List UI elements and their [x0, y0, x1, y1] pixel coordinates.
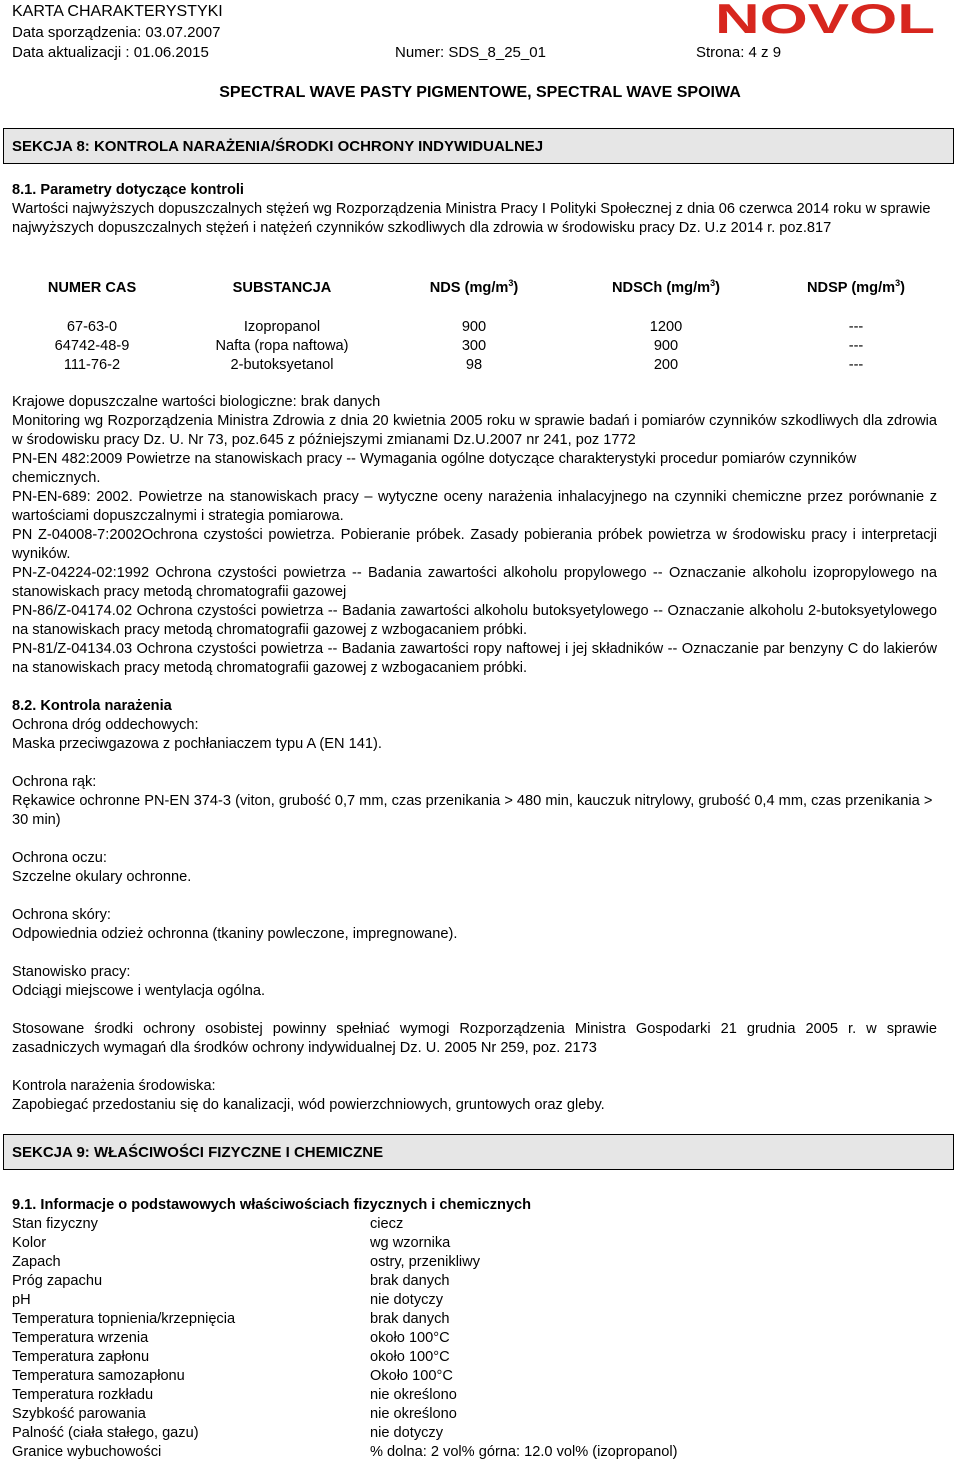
property-label: Temperatura zapłonu [12, 1349, 150, 1365]
respiratory-value: Maska przeciwgazowa z pochłaniaczem typu A (EN 141). [12, 736, 382, 752]
workplace-label: Stanowisko pracy: [12, 964, 131, 980]
monitoring-text: Monitoring wg Rozporządzenia Ministra Zdrowia z dnia 20 kwietnia 2005 roku w sprawie badań i pomiarów czynników szkodliwych dla zdrowia w środowisku pracy Dz. U. Nr 73, poz.645 z późniejszymi zmianami Dz.U.2007 nr 241, poz 1772 [12, 413, 937, 448]
novol-logo [714, 0, 936, 38]
page-indicator: Strona: 4 z 9 [696, 44, 782, 61]
skin-value: Odpowiednia odzież ochronna (tkaniny powleczone, impregnowane). [12, 926, 458, 942]
date-updated: Data aktualizacji : 01.06.2015 [12, 44, 209, 61]
eyes-value: Szczelne okulary ochronne. [12, 869, 192, 885]
col-header-substance: SUBSTANCJA [232, 280, 332, 296]
property-label: Szybkość parowania [12, 1406, 146, 1422]
cell-nds: 98 [465, 357, 483, 373]
cell-substance: Nafta (ropa naftowa) [215, 338, 349, 354]
property-value: nie dotyczy [370, 1425, 444, 1441]
skin-label: Ochrona skóry: [12, 907, 111, 923]
ppe-requirements-text: Stosowane środki ochrony osobistej powinny spełniać wymogi Rozporządzenia Ministra Gospodarki 21 grudnia 2005 r. w sprawie zasadniczych wymagań dla środków ochrony indywidualnej Dz. U. 2005 Nr 259, poz. 2173 [12, 1021, 937, 1056]
section-8-title: SEKCJA 8: KONTROLA NARAŻENIA/ŚRODKI OCHRONY INDYWIDUALNEJ [12, 138, 544, 155]
section-9-title: SEKCJA 9: WŁAŚCIWOŚCI FIZYCZNE I CHEMICZNE [12, 1144, 384, 1161]
cell-ndsch: 200 [653, 357, 679, 373]
property-label: Zapach [12, 1254, 61, 1270]
cell-cas: 67-63-0 [66, 319, 118, 335]
subsection-9-1-title: 9.1. Informacje o podstawowych właściwościach fizycznych i chemicznych [12, 1197, 532, 1213]
cell-ndsch: 900 [653, 338, 679, 354]
standard-item: PN-Z-04224-02:1992 Ochrona czystości powietrza -- Badania zawartości alkoholu propylowego -- Oznaczanie alkoholu izopropylowego na stanowiskach pracy metodą chromatografii gazowej [12, 565, 937, 600]
property-label: Próg zapachu [12, 1273, 103, 1289]
standard-item: PN Z-04008-7:2002Ochrona czystości powietrza. Pobieranie próbek. Zasady pobierania próbek powietrza w środowisku pracy i interpretacji wyników. [12, 527, 937, 562]
property-label: Kolor [12, 1235, 47, 1251]
eyes-label: Ochrona oczu: [12, 850, 107, 866]
property-value: brak danych [370, 1273, 450, 1289]
col-header-ndsp: NDSP $(mg/m^3)$ [806, 278, 905, 296]
date-created: Data sporządzenia: 03.07.2007 [12, 24, 221, 41]
document-number: Numer: SDS_8_25_01 [395, 44, 546, 61]
property-label: pH [12, 1292, 31, 1308]
cell-nds: 300 [461, 338, 487, 354]
cell-substance: 2-butoksyetanol [230, 357, 334, 373]
cell-ndsch: 1200 [649, 319, 683, 335]
subsection-8-1-title: 8.1. Parametry dotyczące kontroli [12, 182, 244, 198]
property-label: Temperatura samozapłonu [12, 1368, 185, 1384]
product-name: SPECTRAL WAVE PASTY PIGMENTOWE, SPECTRAL WAVE SPOIWA [219, 84, 741, 101]
property-value: % dolna: 2 vol% górna: 12.0 vol% (izopropanol) [370, 1444, 678, 1460]
property-label: Temperatura wrzenia [12, 1330, 149, 1346]
property-value: nie określono [370, 1387, 457, 1403]
environment-label: Kontrola narażenia środowiska: [12, 1078, 216, 1094]
property-value: około 100°C [370, 1330, 450, 1346]
property-label: Palność (ciała stałego, gazu) [12, 1425, 199, 1441]
cell-ndsp: --- [848, 338, 864, 354]
property-value: wg wzornika [370, 1235, 451, 1251]
subsection-8-1-intro: Wartości najwyższych dopuszczalnych stężeń wg Rozporządzenia Ministra Pracy I Polityki Społecznej z dnia 06 czerwca 2014 roku w sprawie najwyższych dopuszczalnych stężeń i natężeń czynników szkodliwych dla zdrowia w środowisku pracy Dz. U.z 2014 r. poz.817 [12, 201, 931, 236]
property-value: ostry, przenikliwy [370, 1254, 481, 1270]
section-8-header [3, 128, 954, 164]
standard-item: PN-81/Z-04134.03 Ochrona czystości powietrza -- Badania zawartości ropy naftowej i jej składników -- Oznaczanie par benzyny C do lakierów na stanowiskach pracy metodą chromatografii gazowej z wzbogacaniem próbki. [12, 641, 937, 676]
hands-label: Ochrona rąk: [12, 774, 97, 790]
standard-item: PN-86/Z-04174.02 Ochrona czystości powietrza -- Badania zawartości alkoholu butoksyetylowego -- Oznaczanie alkoholu 2-butoksyetylowego na stanowiskach pracy metodą chromatografii gazowej z wzbogacaniem próbki. [12, 603, 937, 638]
bio-limits-text: Krajowe dopuszczalne wartości biologiczne: brak danych [12, 394, 381, 410]
property-value: Około 100°C [370, 1368, 453, 1384]
cell-ndsp: --- [848, 357, 864, 373]
standard-item: PN-EN 482:2009 Powietrze na stanowiskach pracy -- Wymagania ogólne dotyczące charakterystyki procedur pomiarów czynników chemicznych. [12, 451, 857, 486]
property-label: Stan fizyczny [12, 1216, 98, 1232]
property-value: ciecz [370, 1216, 404, 1232]
standard-item: PN-EN-689: 2002. Powietrze na stanowiskach pracy – wytyczne oceny narażenia inhalacyjnego na czynniki chemiczne przez porównanie z wartościami dopuszczalnymi i strategia pomiarowa. [12, 489, 937, 524]
subsection-8-2-title: 8.2. Kontrola narażenia [12, 698, 172, 714]
cell-ndsp: --- [848, 319, 864, 335]
property-value: około 100°C [370, 1349, 450, 1365]
logo-text: NOVOL [715, 0, 935, 38]
property-label: Temperatura rozkładu [12, 1387, 154, 1403]
col-header-ndsch: NDSCh $(mg/m^3)$ [612, 278, 720, 296]
cell-substance: Izopropanol [243, 319, 321, 335]
col-header-nds: NDS $(mg/m^3)$ [429, 278, 519, 296]
cell-cas: 111-76-2 [63, 357, 121, 373]
cell-nds: 900 [461, 319, 487, 335]
property-value: nie dotyczy [370, 1292, 444, 1308]
hands-value: Rękawice ochronne PN-EN 374-3 (viton, grubość 0,7 mm, czas przenikania > 480 min, kauczuk nitrylowy, grubość 0,4 mm, czas przenikania > 30 min) [12, 793, 933, 828]
document-type: KARTA CHARAKTERYSTYKI [12, 3, 223, 20]
environment-value: Zapobiegać przedostaniu się do kanalizacji, wód powierzchniowych, gruntowych oraz gleby. [12, 1097, 605, 1113]
property-value: brak danych [370, 1311, 450, 1327]
property-label: Granice wybuchowości [12, 1444, 162, 1460]
property-label: Temperatura topnienia/krzepnięcia [12, 1311, 236, 1327]
respiratory-label: Ochrona dróg oddechowych: [12, 717, 199, 733]
cell-cas: 64742-48-9 [54, 338, 130, 354]
workplace-value: Odciągi miejscowe i wentylacja ogólna. [12, 983, 266, 999]
section-9-header [3, 1134, 954, 1170]
property-value: nie określono [370, 1406, 457, 1422]
col-header-cas: NUMER CAS [47, 280, 137, 296]
